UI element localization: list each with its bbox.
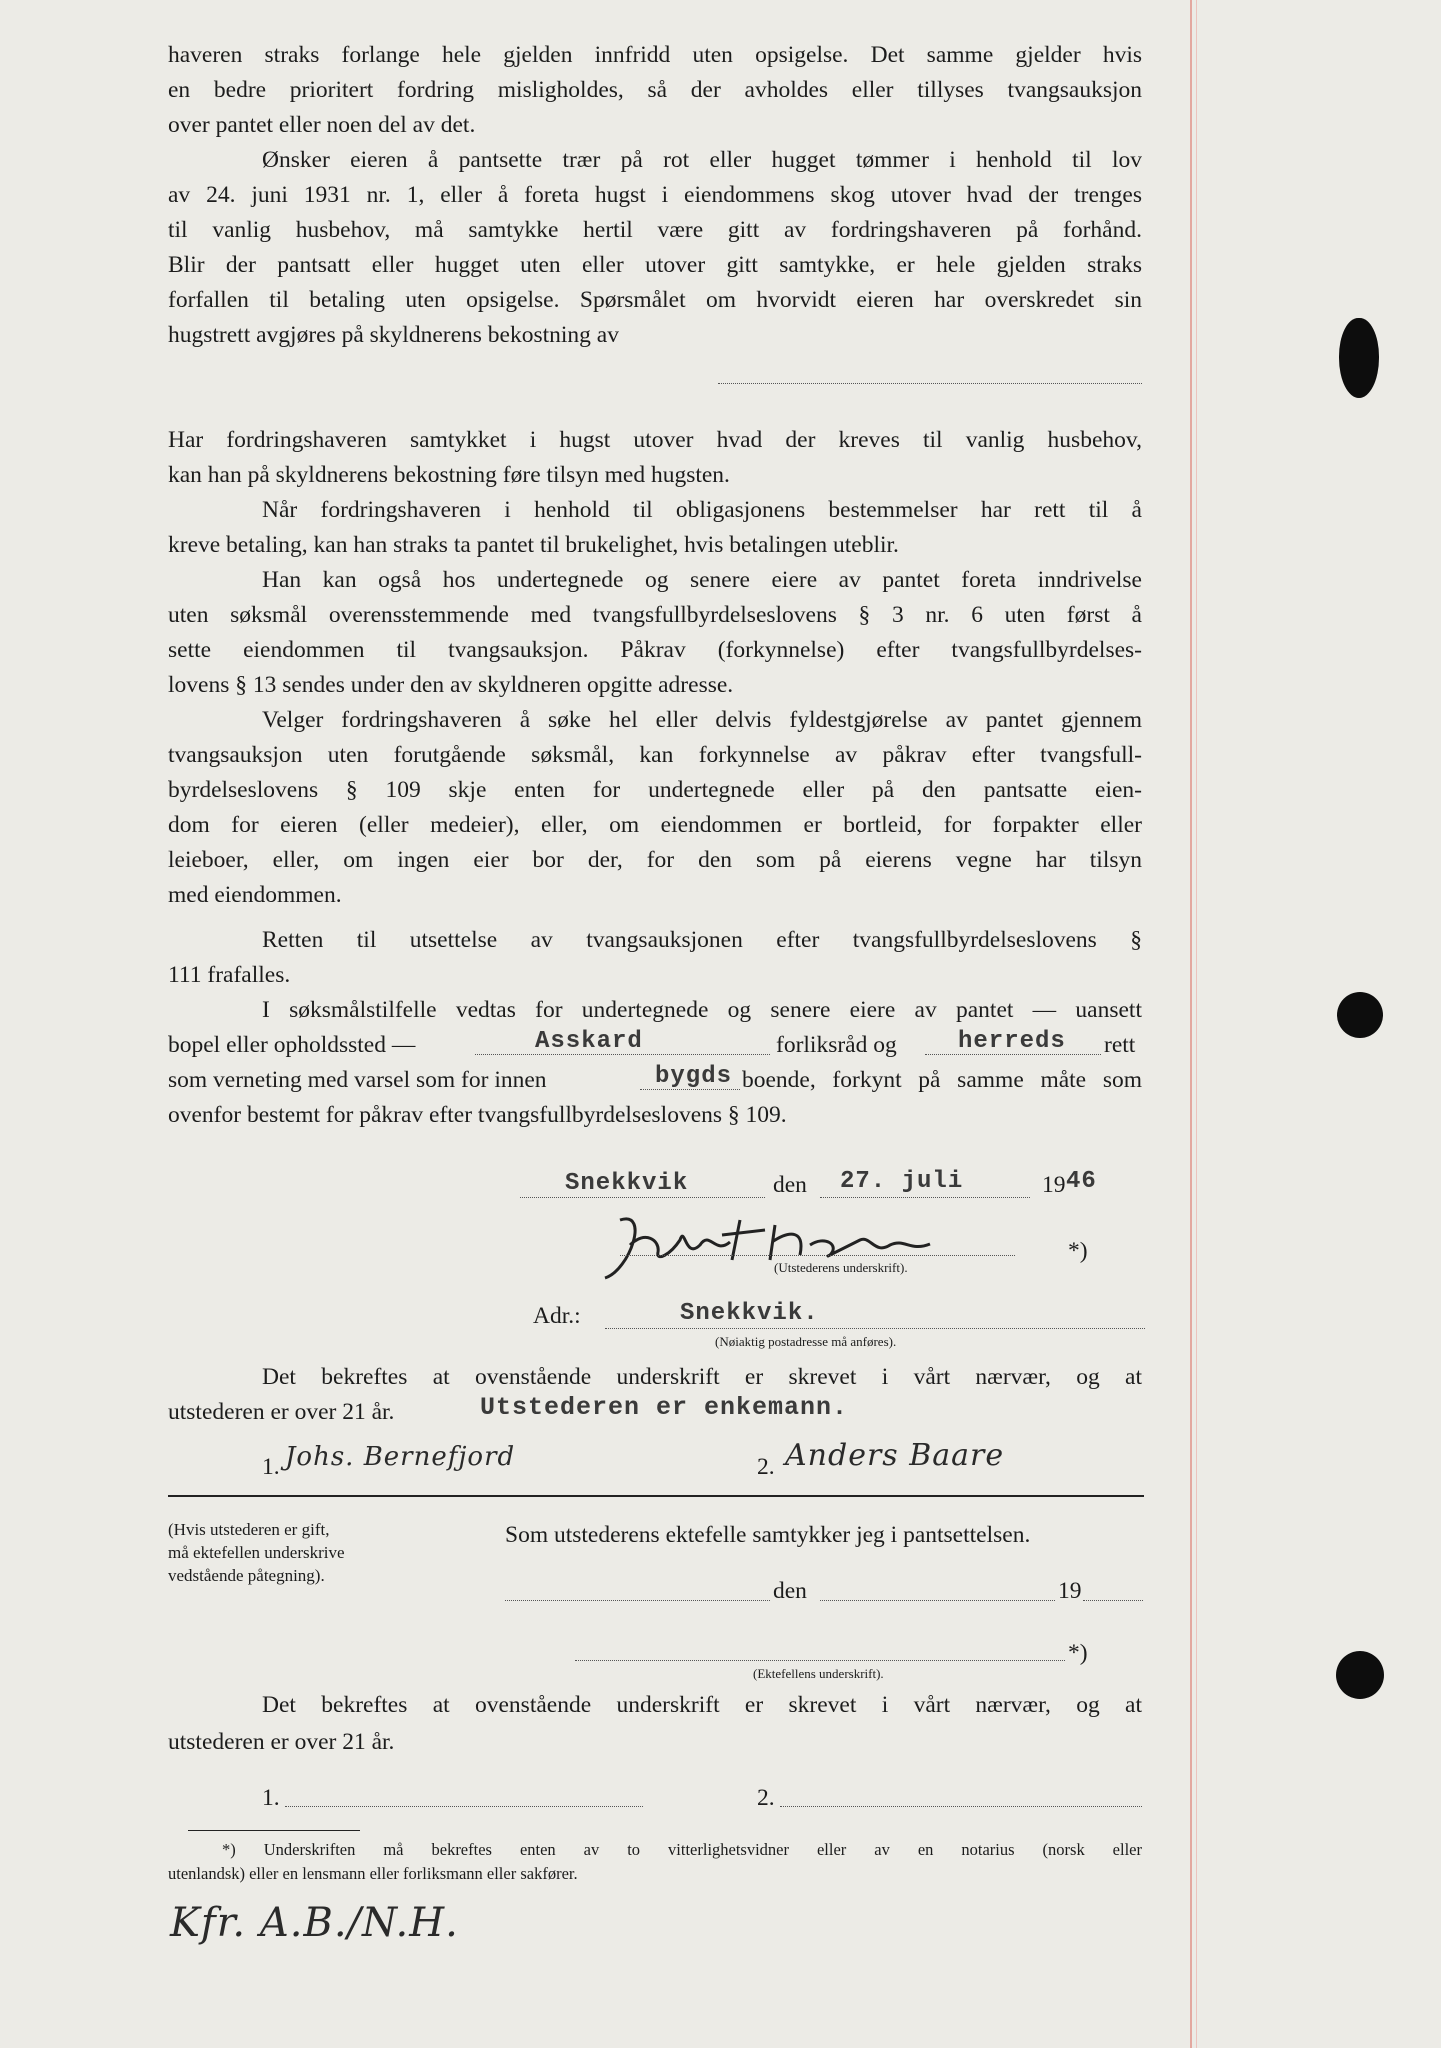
signature-footnote-mark: *) [1068, 1238, 1088, 1264]
text-line: Blir der pantsatt eller hugget uten eller utover gitt samtykke, er hele gjelden straks [168, 252, 1142, 278]
text-line: 111 frafalles. [168, 962, 291, 988]
text-line: ovenfor bestemt for påkrav efter tvangsfullbyrdelseslovens § 109. [168, 1102, 787, 1128]
text-line: forfallen til betaling uten opsigelse. Spørsmålet om hvorvidt eieren har overskredet sin [168, 287, 1142, 313]
punch-hole-top [1339, 318, 1379, 398]
spouse-place-line [505, 1600, 770, 1601]
text-line: uten søksmål overensstemmende med tvangsfullbyrdelseslovens § 3 nr. 6 uten først å [168, 602, 1142, 628]
text-line: lovens § 13 sendes under den av skyldneren opgitte adresse. [168, 672, 734, 698]
text-line: hugstrett avgjøres på skyldnerens bekostning av [168, 322, 619, 348]
witness-2-signature: Anders Baare [785, 1438, 1005, 1473]
text-line: som verneting med varsel som for innen [168, 1067, 547, 1093]
text-line: haveren straks forlange hele gjelden innfridd uten opsigelse. Det samme gjelder hvis [168, 42, 1142, 68]
year-field: 46 [1066, 1168, 1097, 1195]
witness-1-line [285, 1806, 643, 1807]
text-line: av 24. juni 1931 nr. 1, eller å foreta hugst i eiendommens skog utover hvad der trenges [168, 182, 1142, 208]
text-line: til vanlig husbehov, må samtykke hertil være gitt av fordringshaveren på forhånd. [168, 217, 1142, 243]
text-line: Når fordringshaveren i henhold til obligasjonens bestemmelser har rett til å [262, 497, 1142, 523]
spouse-consent-text: Som utstederens ektefelle samtykker jeg i pantsettelsen. [505, 1522, 1031, 1548]
witness-1-signature: Johs. Bernefjord [285, 1442, 516, 1472]
footnote-line: *) Underskriften må bekreftes enten av to vitterlighetsvidner eller av en notarius (norsk eller [222, 1840, 1142, 1859]
side-note-line: (Hvis utstederen er gift, [168, 1520, 330, 1539]
witness-2-line [780, 1806, 1142, 1807]
address-line [605, 1328, 1145, 1329]
text-line: Har fordringshaveren samtykket i hugst utover hvad der kreves til vanlig husbehov, [168, 427, 1142, 453]
text-line: Ønsker eieren å pantsette trær på rot eller hugget tømmer i henhold til lov [262, 147, 1142, 173]
confirm-text: Det bekreftes at ovenstående underskrift er skrevet i vårt nærvær, og at [262, 1692, 1142, 1718]
forliksrad-field: Asskard [535, 1028, 643, 1055]
place-line [520, 1197, 765, 1198]
den-label: den [773, 1578, 807, 1604]
year-prefix: 19 [1058, 1578, 1082, 1604]
witness-2-number: 2. [757, 1454, 775, 1480]
text-line: med eiendommen. [168, 882, 342, 908]
text-line: leieboer, eller, om ingen eier bor der, for den som på eierens vegne har tilsyn [168, 847, 1142, 873]
witness-1-number: 1. [262, 1454, 280, 1480]
text-line: Velger fordringshaveren å søke hel eller delvis fyldestgjørelse av pantet gjennem [262, 707, 1142, 733]
signature-footnote-mark: *) [1068, 1640, 1088, 1666]
year-prefix: 19 [1042, 1172, 1066, 1198]
text-line: rett [1104, 1032, 1136, 1058]
place-field: Snekkvik [565, 1170, 689, 1197]
spouse-year-line [1083, 1600, 1143, 1601]
punch-hole-bottom [1336, 1651, 1384, 1699]
text-line: bopel eller opholdssted — [168, 1032, 416, 1058]
spouse-signature-caption: (Ektefellens underskrift). [753, 1666, 884, 1681]
side-note-line: må ektefellen underskrive [168, 1543, 345, 1562]
text-line: sette eiendommen til tvangsauksjon. Påkrav (forkynnelse) efter tvangsfullbyrdelses- [168, 637, 1142, 663]
confirm-text: utstederen er over 21 år. [168, 1729, 395, 1755]
text-line: Retten til utsettelse av tvangsauksjonen efter tvangsfullbyrdelseslovens § [262, 927, 1142, 953]
blank-line [718, 383, 1142, 384]
text-line: over pantet eller noen del av det. [168, 112, 476, 138]
confirm-text: utstederen er over 21 år. [168, 1399, 395, 1425]
text-line: Han kan også hos undertegnede og senere eiere av pantet foreta inndrivelse [262, 567, 1142, 593]
signature-line [620, 1255, 1015, 1256]
text-line: en bedre prioritert fordring misligholdes, så der avholdes eller tillyses tvangsauksjon [168, 77, 1142, 103]
punch-hole-middle [1337, 992, 1383, 1038]
side-note-line: vedstående påtegning). [168, 1566, 325, 1585]
margin-rule [1190, 0, 1192, 2048]
address-field: Snekkvik. [680, 1300, 819, 1327]
footnote-line: utenlandsk) eller en lensmann eller forliksmann eller sakfører. [168, 1864, 578, 1883]
witness-1-number: 1. [262, 1785, 280, 1811]
spouse-date-line [820, 1600, 1055, 1601]
margin-note: Kfr. A.B./N.H. [170, 1900, 459, 1946]
side-note [168, 1518, 345, 1587]
text-line: forliksråd og [776, 1032, 897, 1058]
text-line: tvangsauksjon uten forutgående søksmål, kan forkynnelse av påkrav efter tvangsfull- [168, 742, 1142, 768]
text-line: dom for eieren (eller medeier), eller, om eiendommen er bortleid, for forpakter eller [168, 812, 1142, 838]
witness-2-number: 2. [757, 1785, 775, 1811]
footnote-rule [188, 1830, 360, 1831]
civil-status: Utstederen er enkemann. [480, 1393, 849, 1422]
text-line: kreve betaling, kan han straks ta pantet til brukelighet, hvis betalingen uteblir. [168, 532, 899, 558]
section-divider [168, 1495, 1144, 1497]
spouse-signature-line [575, 1660, 1065, 1661]
signature-caption: (Utstederens underskrift). [774, 1260, 908, 1275]
text-line: byrdelseslovens § 109 skje enten for undertegnede eller på den pantsatte eien- [168, 777, 1142, 803]
date-field: 27. juli [840, 1168, 964, 1195]
text-line: kan han på skyldnerens bekostning føre tilsyn med hugsten. [168, 462, 730, 488]
text-line: I søksmålstilfelle vedtas for undertegnede og senere eiere av pantet — uansett [262, 997, 1142, 1023]
text-line: boende, forkynt på samme måte som [742, 1067, 1142, 1093]
bygd-field: bygds [655, 1063, 733, 1090]
address-label: Adr.: [533, 1303, 581, 1329]
margin-rule-inner [1196, 0, 1197, 2048]
address-caption: (Nøiaktig postadresse må anføres). [715, 1334, 897, 1349]
court-field: herreds [958, 1028, 1066, 1055]
confirm-text: Det bekreftes at ovenstående underskrift er skrevet i vårt nærvær, og at [262, 1364, 1142, 1390]
den-label: den [773, 1172, 807, 1198]
date-line [820, 1197, 1030, 1198]
